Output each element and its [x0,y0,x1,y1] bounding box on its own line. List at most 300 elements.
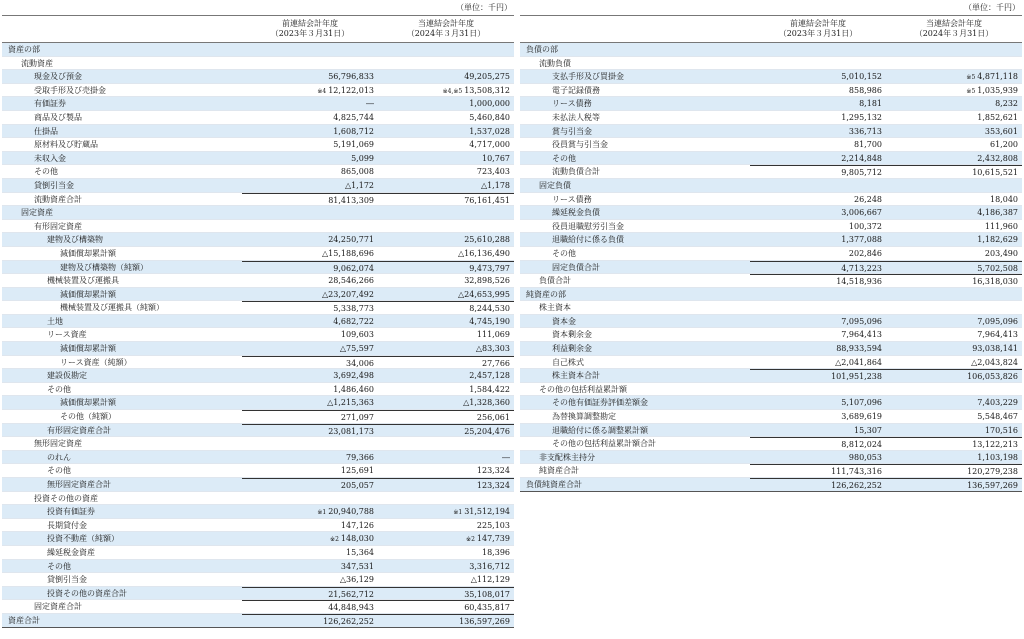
curr-value-cell [886,220,1022,233]
prev-value: 125,691 [340,466,374,476]
prev-value-cell [242,356,378,369]
row-label: その他の包括利益累計額合計 [552,439,656,449]
row-label: その他（純額） [60,412,116,422]
curr-value: △1,178 [480,180,510,190]
footnote-mark: ※5 [966,74,976,82]
row-label: その他 [47,466,71,476]
footnote-mark: ※1 [317,509,327,517]
table-row [2,43,514,57]
table-row [520,84,1022,98]
curr-value-cell [886,342,1022,355]
curr-value: 4,871,118 [977,72,1018,82]
curr-value-cell [378,478,514,491]
table-row [520,111,1022,125]
curr-value-cell [886,125,1022,138]
prev-value-cell [242,546,378,559]
curr-value: 9,473,797 [469,263,510,273]
prev-value: 5,107,096 [841,398,882,408]
prev-value-cell [750,233,886,246]
curr-value: △16,136,490 [458,248,510,258]
table-row [2,614,514,628]
row-label: 株主資本合計 [552,371,600,381]
table-row [2,84,514,98]
row-label: 自己株式 [552,357,584,367]
prev-value: 3,689,619 [841,412,882,422]
row-label: 商品及び製品 [34,112,82,122]
table-row [2,328,514,342]
row-label: 電子記録債務 [552,85,600,95]
table-row [520,179,1022,193]
table-row [2,478,514,492]
row-label: その他有価証券評価差額金 [552,398,648,408]
curr-value-cell [378,138,514,151]
prev-value-cell [750,410,886,423]
table-row [520,396,1022,410]
prev-value-cell [242,70,378,83]
prev-value: 1,295,132 [841,112,882,122]
curr-value-cell [378,193,514,206]
prev-value-cell [750,288,886,301]
row-label: 貸倒引当金 [47,575,87,585]
table-row [2,233,514,247]
prev-value: △1,215,363 [327,398,374,408]
curr-value: 7,964,413 [977,330,1018,340]
curr-value: 353,601 [984,126,1018,136]
column-header [520,15,1022,43]
curr-value: 2,457,128 [469,371,510,381]
prev-value: 9,062,074 [333,263,374,273]
prev-value-cell [242,179,378,192]
row-label: 純資産合計 [539,466,579,476]
prev-value-cell [750,84,886,97]
prev-value-cell [242,233,378,246]
curr-value: 123,324 [476,466,510,476]
table-row [2,125,514,139]
curr-value-cell [378,84,514,97]
table-row [520,437,1022,451]
prev-value: 8,812,024 [841,440,882,450]
prev-value: 8,181 [859,99,882,109]
prev-value-cell [242,532,378,545]
prev-value: 24,250,771 [328,235,374,245]
prev-value-cell [242,424,378,437]
curr-value-cell [378,396,514,409]
row-label: その他 [34,167,58,177]
curr-value-cell [886,138,1022,151]
prev-value: 5,010,152 [841,72,882,82]
prev-value: 44,848,943 [328,603,374,613]
curr-value: 5,460,840 [469,112,510,122]
curr-value-cell [378,57,514,70]
curr-value-cell [378,111,514,124]
curr-value-cell [886,165,1022,178]
table-row [2,274,514,288]
row-label: 機械装置及び運搬具（純額） [60,303,164,313]
curr-value-cell [378,274,514,287]
prev-value-cell [242,587,378,600]
curr-value-cell [378,301,514,314]
table-row [520,57,1022,71]
row-label: 投資不動産（純額） [47,534,119,544]
curr-value: 13,508,312 [464,85,510,95]
table-row [2,247,514,261]
table-row [2,356,514,370]
curr-value-cell [378,220,514,233]
curr-value-cell [378,560,514,573]
prev-value-cell [242,342,378,355]
unit-label: （単位：千円） [964,3,1020,12]
table-row [520,125,1022,139]
curr-value: ― [502,452,510,462]
prev-year-title: 前連結会計年度 [790,19,846,28]
prev-value-cell [750,464,886,477]
row-label: 無形固定資産合計 [47,480,111,489]
curr-value-cell [886,396,1022,409]
curr-value-cell [378,356,514,369]
prev-value: 20,940,788 [328,507,374,517]
curr-value: 2,432,808 [977,153,1018,163]
curr-value-cell [378,342,514,355]
table-row [520,233,1022,247]
row-label: リース債務 [552,194,592,204]
curr-value-cell [886,179,1022,192]
prev-value-cell [242,206,378,219]
curr-value-cell [378,233,514,246]
table-row [2,573,514,587]
row-label: 流動負債 [539,58,571,68]
curr-value: 13,122,213 [972,440,1018,450]
curr-value: 18,040 [990,194,1018,204]
prev-value-cell [242,600,378,613]
prev-value-cell [242,369,378,382]
curr-value-cell [378,464,514,477]
prev-value: 100,372 [848,221,882,231]
prev-value: 5,191,069 [333,140,374,150]
table-row [520,369,1022,383]
prev-value-cell [242,247,378,260]
prev-value-cell [750,437,886,450]
footnote-mark: ※4 [317,87,327,95]
curr-value: 111,960 [984,221,1018,231]
table-row [2,315,514,329]
table-row [520,43,1022,57]
curr-value: △112,129 [470,575,510,585]
prev-value-cell [242,97,378,110]
curr-value: 25,610,288 [464,235,510,245]
table-row [2,396,514,410]
curr-value: △2,043,824 [971,357,1018,367]
prev-value: 2,214,848 [841,153,882,163]
curr-value: 27,766 [482,358,510,368]
row-label: 減価償却累計額 [60,344,116,354]
curr-value: 35,108,017 [464,589,510,599]
row-label: 退職給付に係る調整累計額 [552,425,648,435]
prev-value: 28,546,266 [328,276,374,286]
prev-value: 34,006 [346,358,374,368]
curr-year-title: 当連結会計年度 [926,19,982,28]
prev-value: 7,964,413 [841,330,882,340]
prev-value: 205,057 [340,481,374,490]
curr-value-cell [886,437,1022,450]
footnote-mark: ※5 [966,87,976,95]
footnote-mark: ※1 [453,509,463,517]
row-label: 有形固定資産合計 [47,425,111,435]
row-label: 仕掛品 [34,126,58,136]
table-row [520,342,1022,356]
curr-value-cell [886,424,1022,437]
curr-value: 76,161,451 [464,195,510,205]
prev-value-cell [242,288,378,301]
table-row [520,152,1022,166]
prev-value: 7,095,096 [841,316,882,326]
table-row [520,478,1022,492]
prev-value: 4,713,223 [841,263,882,273]
prev-value-cell [242,437,378,450]
curr-value: 7,403,229 [977,398,1018,408]
table-row [520,165,1022,179]
curr-value-cell [378,519,514,532]
prev-value: 126,262,252 [323,616,374,626]
row-label: 土地 [47,316,63,326]
prev-value-cell [750,328,886,341]
row-label: 支払手形及び買掛金 [552,72,624,82]
curr-value-cell [378,152,514,165]
prev-value-cell [750,383,886,396]
table-row [520,220,1022,234]
row-label: 資本金 [552,316,576,326]
prev-value: △23,207,492 [322,289,374,299]
prev-value: △2,041,864 [835,357,882,367]
prev-value: 858,986 [848,85,882,95]
table-row [520,193,1022,207]
table-row [2,560,514,574]
unit-label: （単位：千円） [456,3,512,12]
curr-value-cell [378,247,514,260]
prev-value-cell [242,464,378,477]
curr-value: 10,767 [482,153,510,163]
curr-value: 203,490 [984,248,1018,258]
row-label: 資本剰余金 [552,330,592,340]
table-row [2,152,514,166]
row-label: 固定資産合計 [34,602,82,612]
row-label: 流動資産 [21,58,53,68]
row-label: その他 [47,384,71,394]
prev-value-cell [750,424,886,437]
row-label: 有価証券 [34,99,66,109]
prev-value-cell [750,57,886,70]
curr-value: 8,232 [995,99,1018,109]
curr-value: 1,035,939 [977,85,1018,95]
prev-value: △36,129 [339,575,374,585]
row-label: 役員退職慰労引当金 [552,221,624,231]
row-label: 固定負債 [539,180,571,190]
column-header [2,15,514,43]
curr-value-cell [378,424,514,437]
row-label: 貸倒引当金 [34,180,74,190]
prev-value: 9,805,712 [841,168,882,178]
row-label: 負債合計 [539,276,571,286]
row-label: 流動負債合計 [552,167,600,177]
curr-value-cell [378,451,514,464]
prev-value-cell [242,328,378,341]
prev-value: 101,951,238 [831,372,882,382]
row-label: 資産の部 [8,45,40,54]
prev-value: 21,562,712 [328,589,374,599]
prev-value: 202,846 [848,248,882,258]
row-label: 非支配株主持分 [539,452,595,462]
row-label: 繰延税金資産 [47,547,95,557]
row-label: 機械装置及び運搬具 [47,276,119,286]
liabilities-table [520,0,1022,492]
curr-value: 225,103 [476,520,510,530]
prev-value-cell [750,97,886,110]
curr-value: 8,244,530 [469,304,510,314]
row-label: 無形固定資産 [34,439,82,449]
prev-value-cell [750,179,886,192]
curr-value: 1,537,028 [469,126,510,136]
row-label: 流動資産合計 [34,194,82,204]
table-row [2,57,514,71]
prev-value-cell [750,396,886,409]
prev-value: 56,796,833 [328,72,374,82]
prev-value: 3,006,667 [841,208,882,218]
table-row [520,261,1022,275]
curr-value-cell [378,179,514,192]
row-label: 減価償却累計額 [60,398,116,408]
curr-value: 31,512,194 [464,507,510,517]
curr-value-cell [886,43,1022,56]
row-label: 投資有価証券 [47,507,95,517]
curr-value: 3,316,712 [469,561,510,571]
prev-value-cell [750,301,886,314]
prev-value-cell [242,301,378,314]
prev-value: 4,825,744 [333,112,374,122]
table-row [2,492,514,506]
table-row [2,369,514,383]
row-label: 有形固定資産 [34,221,82,231]
prev-value-cell [242,43,378,56]
row-label: 固定負債合計 [552,262,600,272]
curr-value-cell [886,111,1022,124]
prev-value-cell [242,614,378,627]
row-label: 固定資産 [21,208,53,218]
prev-value-cell [750,356,886,369]
prev-value-cell [242,519,378,532]
prev-value: 3,692,498 [333,371,374,381]
curr-year-header [378,16,514,42]
curr-value: 60,435,817 [464,603,510,613]
table-row [2,288,514,302]
curr-value-cell [886,301,1022,314]
curr-value: 256,061 [476,413,510,423]
table-row [2,70,514,84]
table-row [2,97,514,111]
table-row [520,315,1022,329]
prev-value: 23,081,173 [328,426,374,436]
curr-value-cell [378,43,514,56]
footnote-mark: ※4,※5 [442,87,463,95]
curr-value-cell [886,410,1022,423]
prev-value-cell [750,220,886,233]
prev-value: 271,097 [340,413,374,423]
curr-value-cell [378,573,514,586]
curr-value-cell [378,288,514,301]
prev-value: 81,700 [854,140,882,150]
row-label: 賞与引当金 [552,126,592,136]
curr-value-cell [886,233,1022,246]
prev-value-cell [242,261,378,274]
prev-value: 5,338,773 [333,304,374,314]
row-label: リース債務 [552,99,592,109]
prev-value: 88,933,594 [836,344,882,354]
row-label: リース資産（純額） [60,357,132,367]
prev-value: 111,743,316 [831,467,882,477]
assets-rows [2,43,514,628]
prev-value-cell [242,220,378,233]
prev-value-cell [750,451,886,464]
curr-value-cell [886,97,1022,110]
row-label: 為替換算調整勘定 [552,412,616,422]
curr-value: 1,852,621 [977,112,1018,122]
curr-value-cell [378,97,514,110]
curr-year-title: 当連結会計年度 [418,19,474,28]
curr-value-cell [886,70,1022,83]
prev-value-cell [750,261,886,274]
curr-year-date: （2024年３月31日） [914,29,994,38]
liabilities-rows [520,43,1022,492]
table-row [2,193,514,207]
curr-value: △1,328,360 [463,398,510,408]
curr-value-cell [378,70,514,83]
prev-value-cell [242,84,378,97]
curr-value-cell [378,261,514,274]
curr-value-cell [886,369,1022,382]
curr-value-cell [378,315,514,328]
prev-value: 126,262,252 [831,481,882,490]
row-label: 役員賞与引当金 [552,140,608,150]
curr-value: 1,000,000 [469,99,510,109]
curr-value: △24,653,995 [458,289,510,299]
row-label: 純資産の部 [526,289,566,299]
row-label: 建物及び構築物（純額） [60,262,148,272]
curr-value: 136,597,269 [459,616,510,626]
table-row [520,356,1022,370]
prev-value: 79,366 [346,452,374,462]
curr-value-cell [886,383,1022,396]
row-label: 未払法人税等 [552,112,600,122]
curr-value: 136,597,269 [967,481,1018,490]
prev-value-cell [242,560,378,573]
table-row [2,165,514,179]
table-row [2,301,514,315]
curr-value-cell [886,193,1022,206]
table-row [2,464,514,478]
curr-value-cell [886,451,1022,464]
prev-value-cell [242,505,378,518]
curr-value-cell [886,57,1022,70]
curr-value-cell [378,369,514,382]
prev-value-cell [242,451,378,464]
curr-value: 10,615,521 [972,168,1018,178]
table-row [520,138,1022,152]
prev-value-cell [242,274,378,287]
prev-value: △15,188,696 [322,248,374,258]
prev-value: 980,053 [848,452,882,462]
prev-value: 347,531 [340,561,374,571]
curr-value-cell [886,152,1022,165]
table-row [2,546,514,560]
curr-value-cell [886,261,1022,274]
